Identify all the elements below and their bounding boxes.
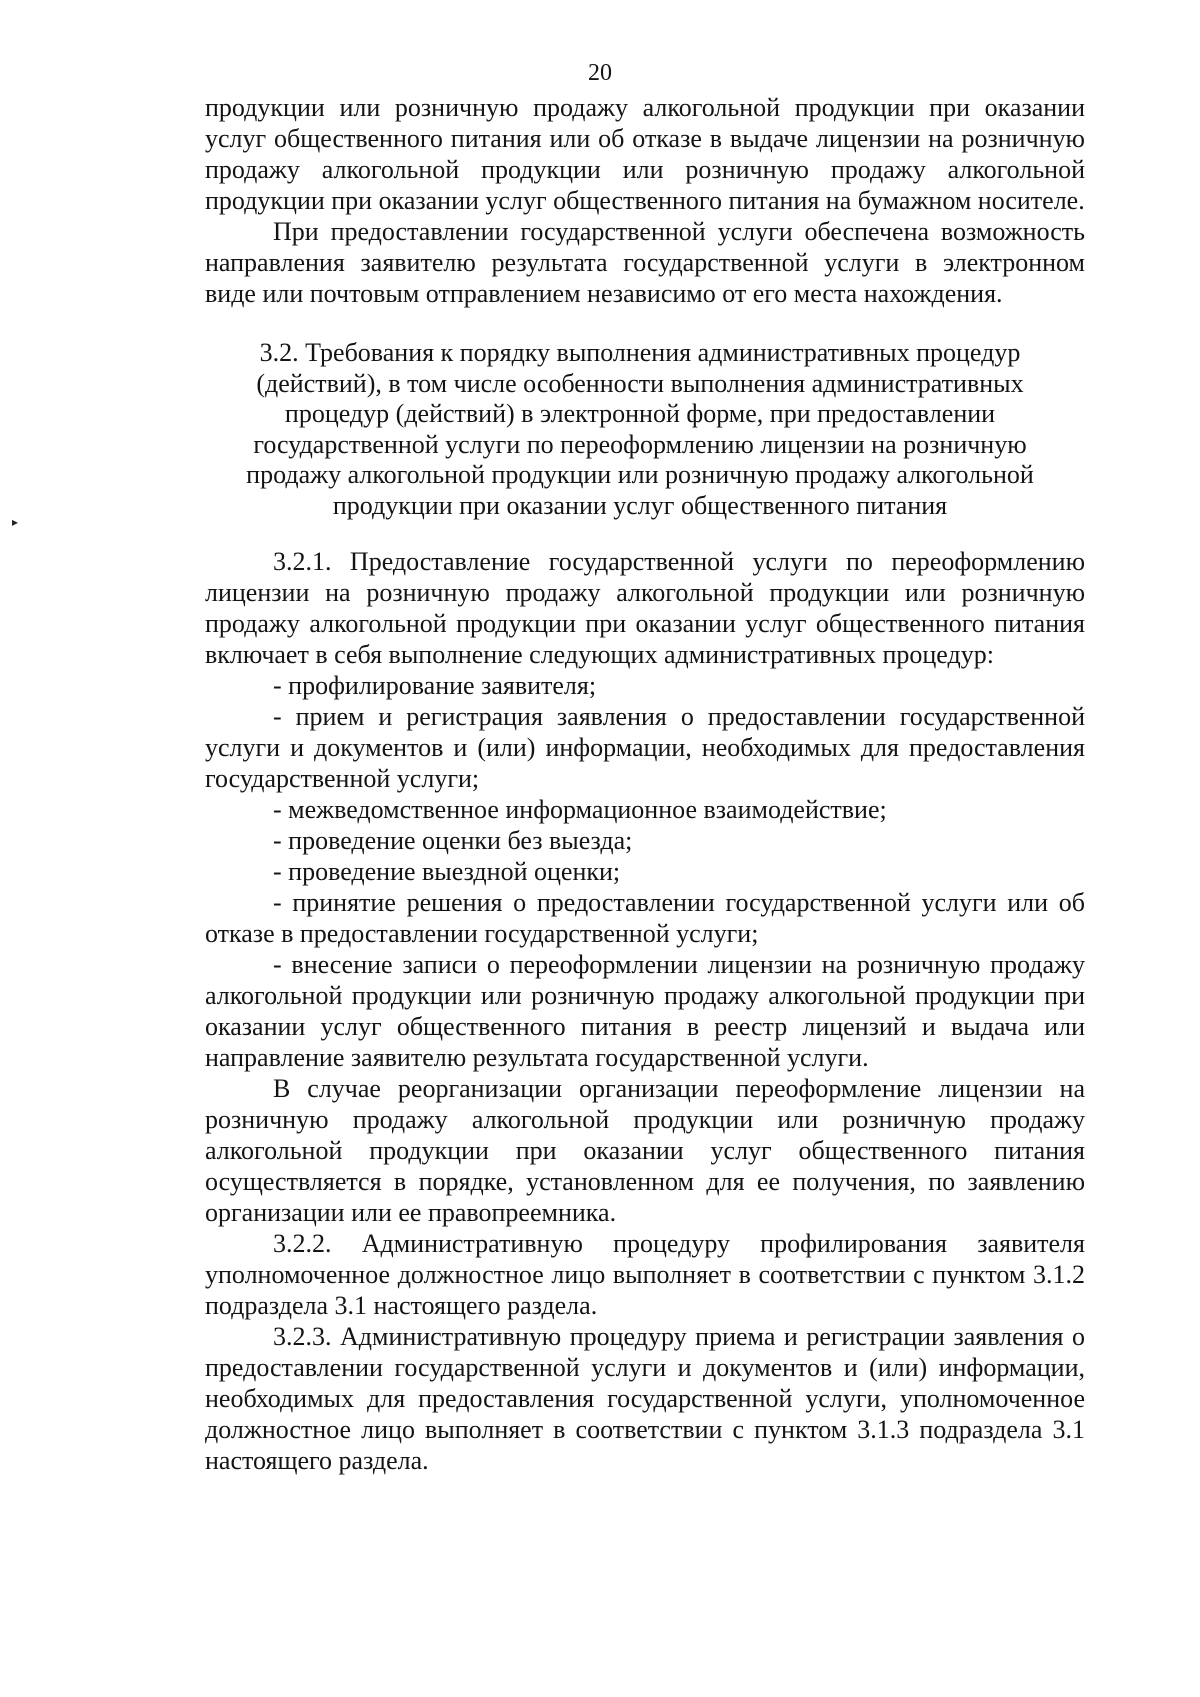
list-item: - внесение записи о переоформлении лицензии на розничную продажу алкогольной продукции или розничную продажу алкогольной продукции при оказании услуг общественного питания в реестр лицензий и выдача или направление заявителю результата государственной услуги.	[205, 950, 1085, 1072]
heading-line: продажу алкогольной продукции или розничную продажу алкогольной	[246, 460, 1034, 489]
list-item: - прием и регистрация заявления о предоставлении государственной услуги и документов и (или) информации, необходимых для предоставления государственной услуги;	[205, 702, 1085, 793]
paragraph-3-2-2: 3.2.2. Административную процедуру профилирования заявителя уполномоченное должностное лицо выполняет в соответствии с пунктом 3.1.2 подраздела 3.1 настоящего раздела.	[205, 1229, 1085, 1320]
heading-line: процедур (действий) в электронной форме, при предоставлении	[284, 399, 996, 428]
list-item: - принятие решения о предоставлении государственной услуги или об отказе в предоставлении государственной услуги;	[205, 888, 1085, 948]
heading-line: (действий), в том числе особенности выполнения административных	[256, 368, 1024, 398]
paragraph-3-2-3: 3.2.3. Административную процедуру приема и регистрации заявления о предоставлении государственной услуги и документов и (или) информации, необходимых для предоставления государственной услуги, уполномоченное должностное лицо выполняет в соответствии с пунктом 3.1.3 подраздела 3.1 настоящего раздела.	[205, 1322, 1085, 1475]
list-item: - межведомственное информационное взаимодействие;	[273, 795, 887, 824]
paragraph-3-2-1: 3.2.1. Предоставление государственной услуги по переоформлению лицензии на розничную продажу алкогольной продукции или розничную продажу алкогольной продукции при оказании услуг общественного питания включает в себя выполнение следующих административных процедур:	[205, 547, 1085, 669]
heading-line: продукции при оказании услуг общественного питания	[332, 490, 948, 520]
margin-arrow-icon: ▸	[12, 515, 19, 529]
list-item: - профилирование заявителя;	[273, 671, 597, 700]
intro-paragraph-continued: продукции или розничную продажу алкогольной продукции при оказании услуг общественного питания или об отказе в выдаче лицензии на розничную продажу алкогольной продукции или розничную продажу алкогольной продукции при оказании услуг общественного питания на бумажном носителе.	[205, 93, 1085, 215]
heading-line: 3.2. Требования к порядку выполнения административных процедур	[259, 338, 1021, 367]
section-heading	[220, 338, 1060, 521]
intro-block	[205, 92, 1085, 309]
paragraph-reorganization: В случае реорганизации организации переоформление лицензии на розничную продажу алкогольной продукции или розничную продажу алкогольной продукции при оказании услуг общественного питания осуществляется в порядке, установленном для ее получения, по заявлению организации или ее правопреемника.	[205, 1074, 1085, 1227]
section-body	[205, 546, 1085, 1476]
page-number: 20	[588, 60, 612, 86]
heading-line: государственной услуги по переоформлению лицензии на розничную	[253, 429, 1027, 459]
intro-paragraph-delivery: При предоставлении государственной услуги обеспечена возможность направления заявителю результата государственной услуги в электронном виде или почтовым отправлением независимо от его места нахождения.	[205, 217, 1085, 308]
list-item: - проведение выездной оценки;	[273, 857, 621, 886]
list-item: - проведение оценки без выезда;	[273, 826, 633, 855]
